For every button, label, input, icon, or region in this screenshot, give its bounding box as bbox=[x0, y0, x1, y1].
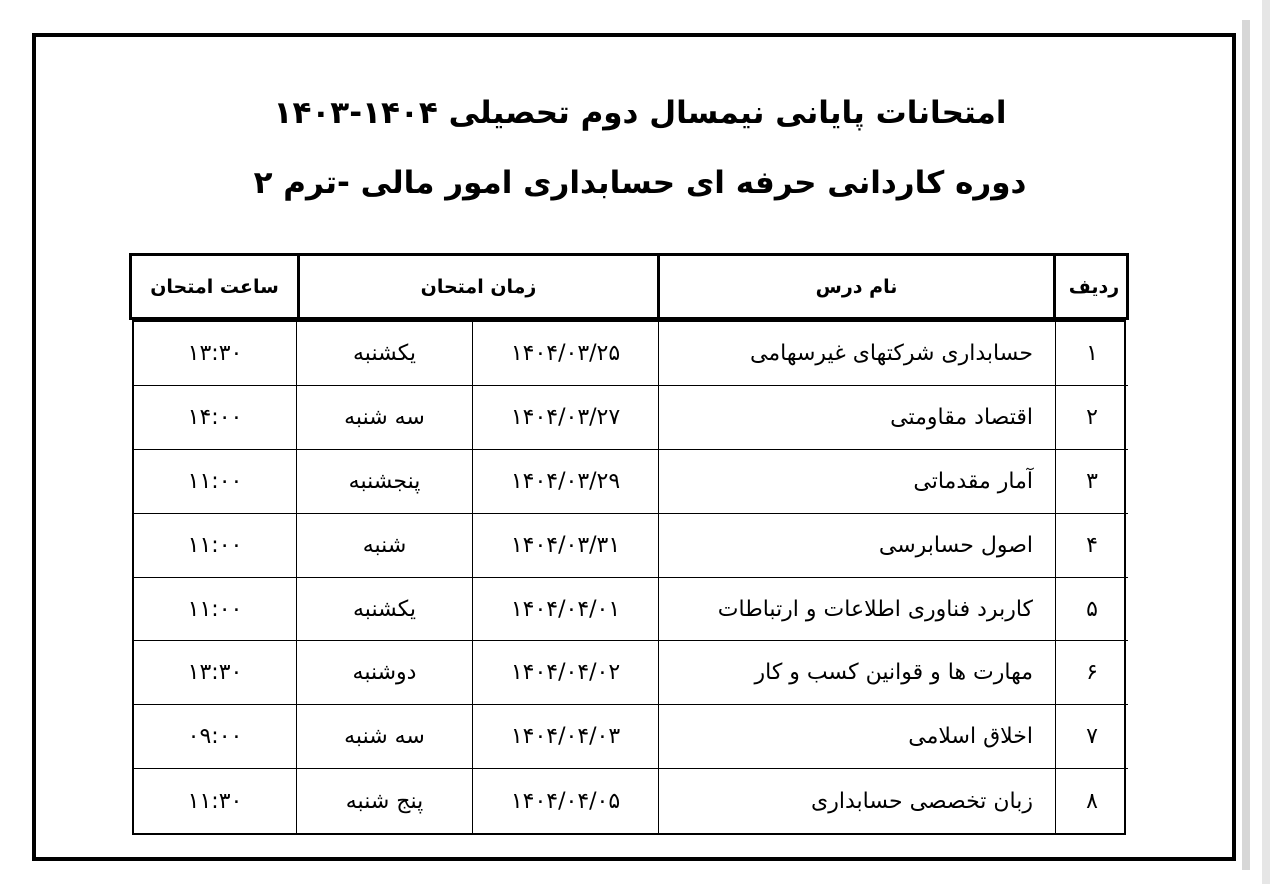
course-name-cell: مهارت ها و قوانین کسب و کار bbox=[658, 641, 1055, 705]
row-index-cell: ۷ bbox=[1055, 705, 1128, 769]
exam-day-cell: یکشنبه bbox=[296, 578, 472, 642]
exam-day-cell: یکشنبه bbox=[296, 322, 472, 386]
exam-time-cell: ۱۳:۳۰ bbox=[134, 322, 296, 386]
course-name-cell: اخلاق اسلامی bbox=[658, 705, 1055, 769]
column-header-exam-date: زمان امتحان bbox=[297, 256, 657, 317]
course-name-cell: حسابداری شرکتهای غیرسهامی bbox=[658, 322, 1055, 386]
page-subtitle: دوره کاردانی حرفه ای حسابداری امور مالی -ترم ۲ bbox=[253, 165, 1027, 201]
exam-date-cell: ۱۴۰۴/۰۳/۲۹ bbox=[472, 450, 658, 514]
column-header-time: ساعت امتحان bbox=[150, 275, 279, 298]
exam-time-cell: ۱۴:۰۰ bbox=[134, 386, 296, 450]
exam-day-cell: سه شنبه bbox=[296, 705, 472, 769]
exam-date-cell: ۱۴۰۴/۰۴/۰۲ bbox=[472, 641, 658, 705]
exam-time-cell: ۱۱:۰۰ bbox=[134, 450, 296, 514]
row-index-cell: ۸ bbox=[1055, 769, 1128, 833]
exam-day-cell: دوشنبه bbox=[296, 641, 472, 705]
exam-date-cell: ۱۴۰۴/۰۴/۰۵ bbox=[472, 769, 658, 833]
course-name-cell: زبان تخصصی حسابداری bbox=[658, 769, 1055, 833]
exam-time-cell: ۱۱:۳۰ bbox=[187, 788, 243, 814]
exam-date-cell: ۱۴۰۴/۰۳/۳۱ bbox=[472, 514, 658, 578]
row-index-cell: ۴ bbox=[1055, 514, 1128, 578]
row-index-cell: ۶ bbox=[1055, 641, 1128, 705]
course-name-cell: آمار مقدماتی bbox=[658, 450, 1055, 514]
row-index-cell: ۲ bbox=[1055, 386, 1128, 450]
row-index-cell: ۳ bbox=[1055, 450, 1128, 514]
course-name-cell: اقتصاد مقاومتی bbox=[658, 386, 1055, 450]
course-name-cell: اصول حسابرسی bbox=[658, 514, 1055, 578]
exam-time-cell: ۱۱:۰۰ bbox=[134, 514, 296, 578]
column-header-course: نام درس bbox=[657, 256, 1053, 317]
exam-day-cell: پنجشنبه bbox=[296, 450, 472, 514]
course-name-cell: کاربرد فناوری اطلاعات و ارتباطات bbox=[658, 578, 1055, 642]
exam-date-cell: ۱۴۰۴/۰۳/۲۵ bbox=[472, 322, 658, 386]
row-index-cell: ۵ bbox=[1055, 578, 1128, 642]
exam-date-cell: ۱۴۰۴/۰۴/۰۱ bbox=[472, 578, 658, 642]
row-index-cell: ۱ bbox=[1055, 322, 1128, 386]
exam-time-cell: ۱۱:۰۰ bbox=[134, 578, 296, 642]
table-header bbox=[129, 253, 1129, 320]
exam-date-cell: ۱۴۰۴/۰۳/۲۷ bbox=[472, 386, 658, 450]
exam-time-cell: ۱۳:۳۰ bbox=[134, 641, 296, 705]
exam-day-cell: شنبه bbox=[296, 514, 472, 578]
exam-time-cell: ۰۹:۰۰ bbox=[134, 705, 296, 769]
exam-day-cell: پنج شنبه bbox=[296, 769, 472, 833]
page-edge bbox=[1262, 0, 1270, 884]
page-title: امتحانات پایانی نیمسال دوم تحصیلی ۱۴۰۴-۱۴۰۳ bbox=[273, 95, 1007, 131]
page-edge-inner bbox=[1242, 20, 1250, 870]
exam-date-cell: ۱۴۰۴/۰۴/۰۳ bbox=[472, 705, 658, 769]
exam-day-cell: سه شنبه bbox=[296, 386, 472, 450]
exam-table bbox=[132, 320, 1126, 835]
column-header-index: ردیف bbox=[1053, 256, 1132, 317]
